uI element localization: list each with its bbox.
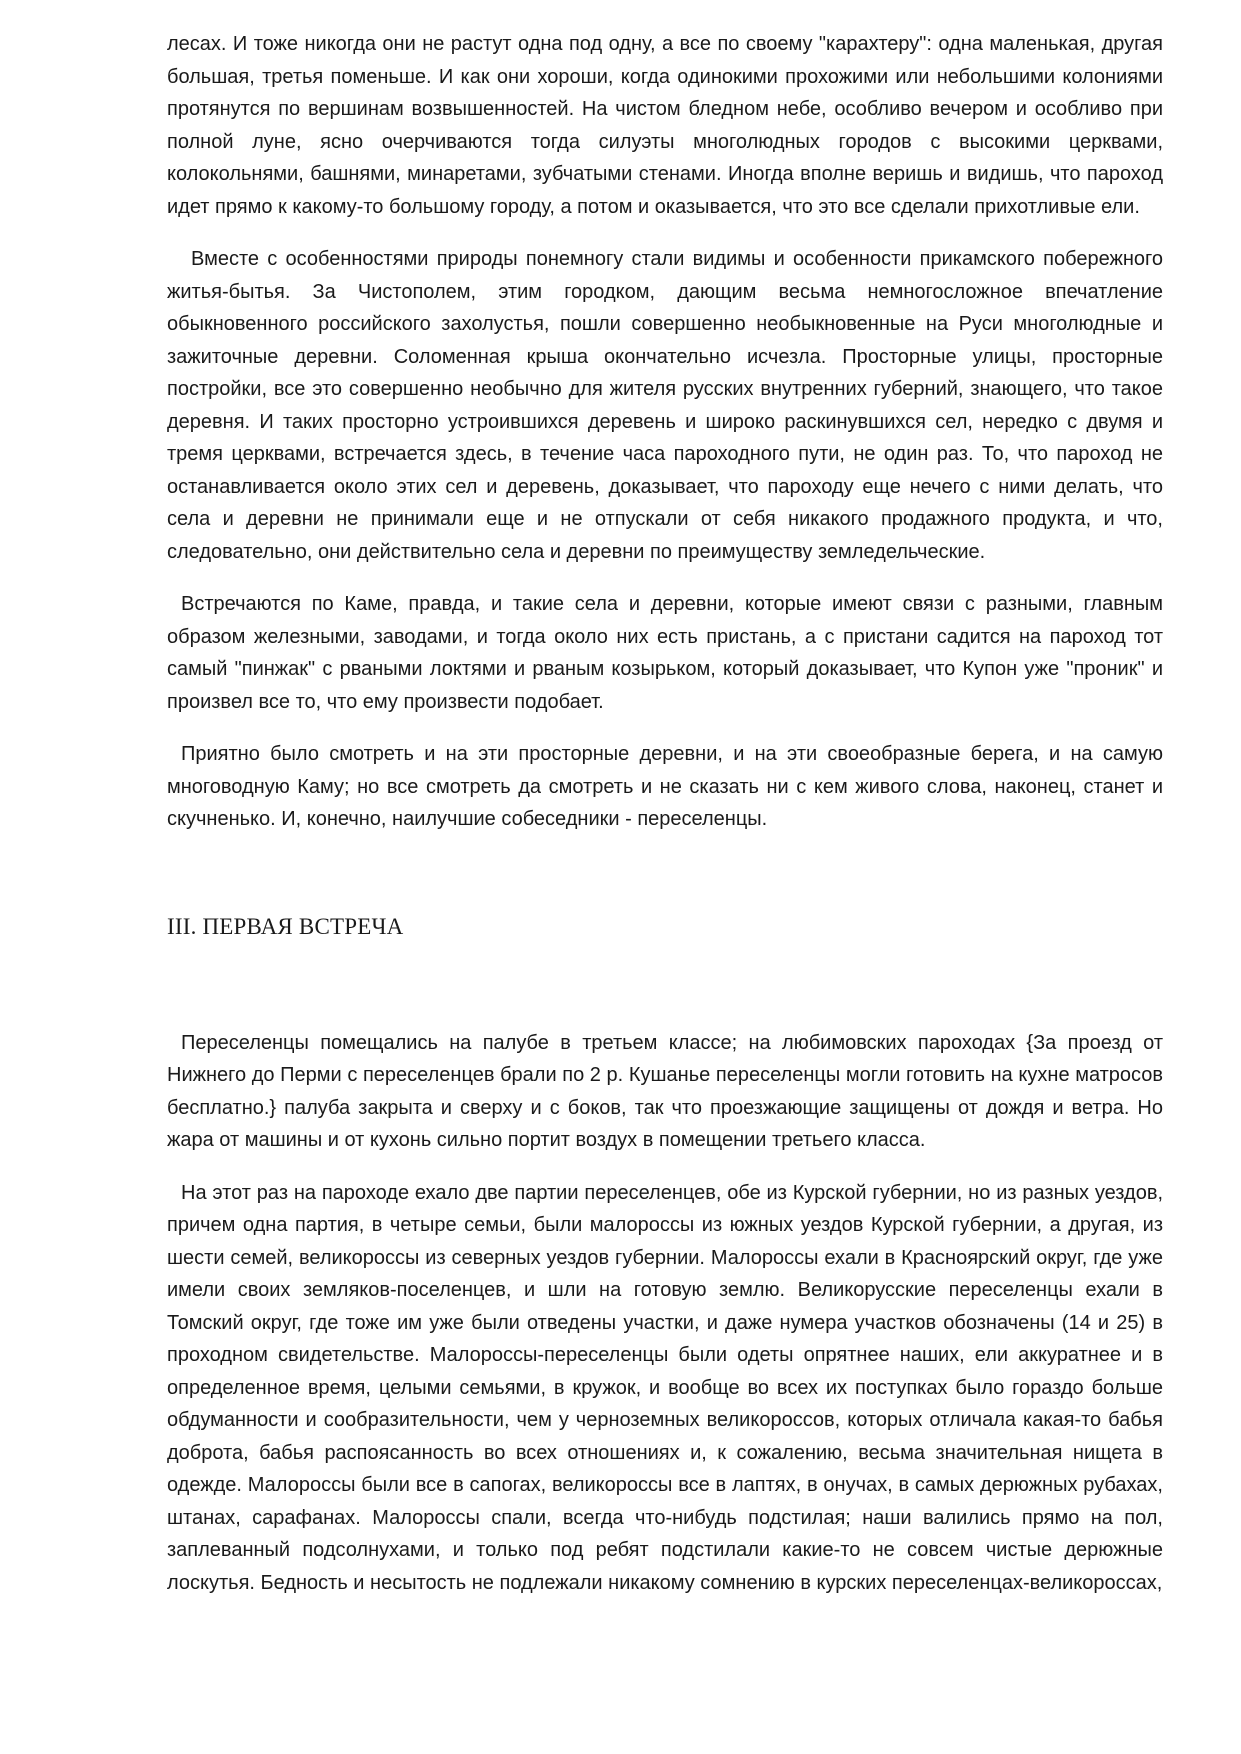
paragraph: На этот раз на пароходе ехало две партии переселенцев, обе из Курской губернии, но из разных уездов, причем одна партия, в четыре семьи, были малороссы из южных уездов Курской губернии, а другая, из шести семей, великороссы из северных уездов губернии. Малороссы ехали в Красноярский округ, где уже имели своих земляков-поселенцев, и шли на готовую землю. Великорусские переселенцы ехали в Томский округ, где тоже им уже были отведены участки, и даже нумера участков обозначены (14 и 25) в проходном свидетельстве. Малороссы-переселенцы были одеты опрятнее наших, ели аккуратнее и в определенное время, целыми семьями, в кружок, и вообще во всех их поступках было гораздо больше обдуманности и сообразительности, чем у черноземных великороссов, которых отличала какая-то бабья доброта, бабья распоясанность во всех отношениях и, к сожалению, весьма значительная нищета в одежде. Малороссы были все в сапогах, великороссы все в лаптях, в онучах, в самых дерюжных рубахах, штанах, сарафанах. Малороссы спали, всегда что-нибудь подстилая; наши валились прямо на пол, заплеванный подсолнухами, и только под ребят подстилали какие-то не совсем чистые дерюжные лоскутья. Бедность и несытость не подлежали никакому сомнению в курских переселенцах-великороссах,: [167, 1181, 1163, 1594]
paragraph: Приятно было смотреть и на эти просторные деревни, и на эти своеобразные берега, и на самую многоводную Каму; но все смотреть да смотреть и не сказать ни с кем живого слова, наконец, станет и скучненько. И, конечно, наилучшие собеседники - переселенцы.: [167, 743, 1163, 830]
chapter-heading-block: [167, 914, 1163, 940]
paragraph: Переселенцы помещались на палубе в третьем классе; на любимовских пароходах {За проезд от Нижнего до Перми с переселенцев брали по 2 р. Кушанье переселенцы могли готовить на кухне матросов бесплатно.} палуба закрыта и сверху и с боков, так что проезжающие защищены от дождя и ветра. Но жара от машины и от кухонь сильно портит воздух в помещении третьего класса.: [167, 1031, 1163, 1151]
paragraph: Встречаются по Каме, правда, и такие села и деревни, которые имеют связи с разными, главным образом железными, заводами, и тогда около них есть пристань, а с пристани садится на пароход тот самый "пинжак" с рваными локтями и рваным козырьком, который доказывает, что Купон уже "проник" и произвел все то, что ему произвести подобает.: [167, 593, 1163, 713]
paragraph: Вместе с особенностями природы понемногу стали видимы и особенности прикамского побережного житья-бытья. За Чистополем, этим городком, дающим весьма немногосложное впечатление обыкновенного российского захолустья, пошли совершенно необыкновенные на Руси многолюдные и зажиточные деревни. Соломенная крыша окончательно исчезла. Просторные улицы, просторные постройки, все это совершенно необычно для жителя русских внутренних губерний, знающего, что такое деревня. И таких просторно устроившихся деревень и широко раскинувшихся сел, нередко с двумя и тремя церквами, встречается здесь, в течение часа пароходного пути, не один раз. То, что пароход не останавливается около этих сел и деревень, доказывает, что пароходу еще нечего с ними делать, что села и деревни не принимали еще и не отпускали от себя никакого продажного продукта, и что, следовательно, они действительно села и деревни по преимуществу земледельческие.: [167, 248, 1163, 563]
document-page: [167, 28, 1163, 1599]
chapter-heading: III. ПЕРВАЯ ВСТРЕЧА: [167, 913, 404, 939]
paragraph: лесах. И тоже никогда они не растут одна под одну, а все по своему "карахтеру": одна маленькая, другая большая, третья поменьше. И как они хороши, когда одинокими прохожими или небольшими колониями протянутся по вершинам возвышенностей. На чистом бледном небе, особливо вечером и особливо при полной луне, ясно очерчиваются тогда силуэты многолюдных городов с высокими церквами, колокольнями, башнями, минаретами, зубчатыми стенами. Иногда вполне веришь и видишь, что пароход идет прямо к какому-то большому городу, а потом и оказывается, что это все сделали прихотливые ели.: [167, 33, 1163, 218]
